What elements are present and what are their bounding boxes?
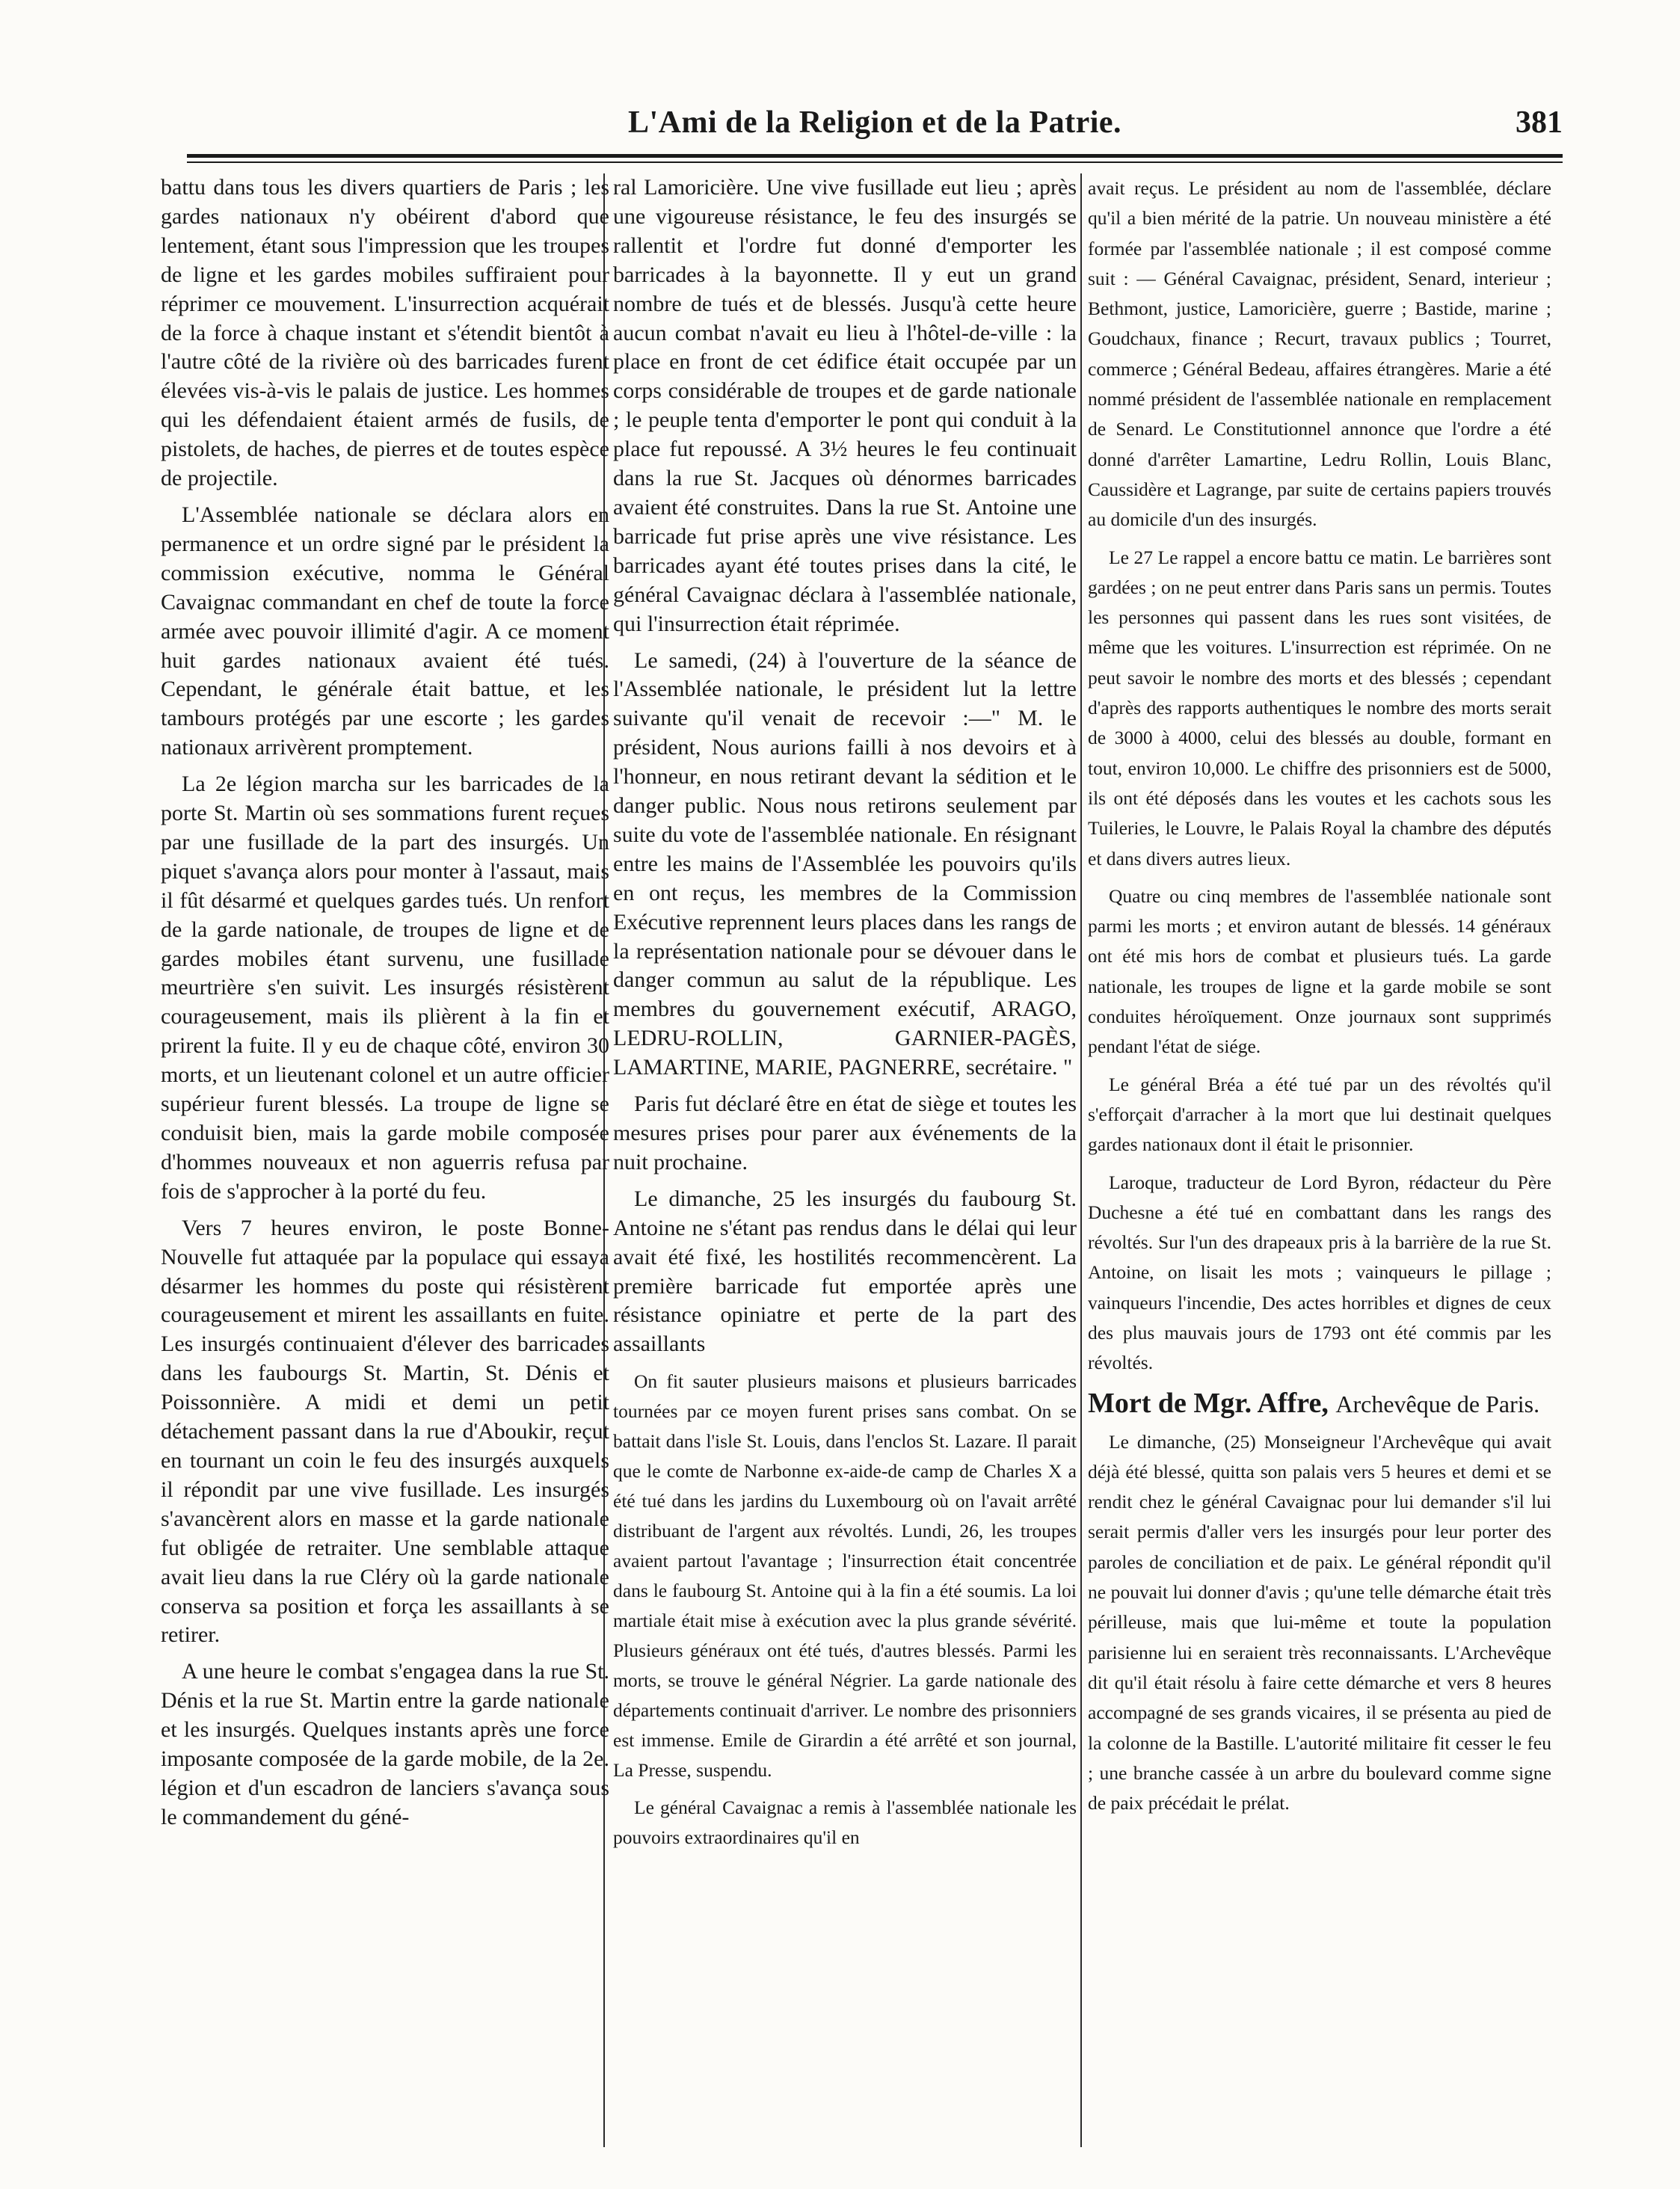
paragraph-small: On fit sauter plusieurs maisons et plusieurs barricades tournées par ce moyen furent prises sans combat. On se battait dans l'isle St. Louis, dans l'enclos St. Lazare. Il parait que le comte de Narbonne ex-aide-de camp de Charles X a été tué dans les jardins du Luxembourg où on l'avait arrêté distribuant de l'argent aux révoltés. Lundi, 26, les troupes avaient partout l'avantage ; l'insurrection était concentrée dans le faubourg St. Antoine qui à la fin a été soumis. La loi martiale était mise à exécution avec la plus grande sévérité. Plusieurs généraux ont été tués, d'autres blessés. Parmi les morts, se trouve le général Négrier. La garde nationale des départements continuait d'arriver. Le nombre des prisonniers est immense. Emile de Girardin a été arrêté et son journal, La Presse, suspendu.	[613, 1370, 1077, 1782]
paragraph: Laroque, traducteur de Lord Byron, rédacteur du Père Duchesne a été tué en combattant dans les rangs des révoltés. Sur l'un des drapeaux pris à la barrière de la rue St. Antoine, on lisait les mots ; vainqueurs le pillage ; vainqueurs l'incendie, Des actes horribles et dignes de ceux des plus mauvais jours de 1793 ont été commis par les révoltés.	[1088, 1171, 1551, 1374]
paragraph: battu dans tous les divers quartiers de Paris ; les gardes nationaux n'y obéirent d'abord que lentement, étant sous l'impression que les troupes de ligne et les gardes mobiles suffiraient pour réprimer ce mouvement. L'insurrection acquérait de la force à chaque instant et s'étendit bientôt à l'autre côté de la rivière où des barricades furent élevées vis-à-vis le palais de justice. Les hommes qui les défendaient étaient armés de fusils, de pistolets, de haches, de pierres et de toutes espèce de projectile.	[161, 175, 609, 491]
section-heading-title: Mort de Mgr. Affre,	[1088, 1387, 1329, 1419]
column-3	[1088, 173, 1551, 2147]
section-heading-subtitle: Archevêque de Paris.	[1335, 1390, 1540, 1417]
page-header	[187, 105, 1563, 150]
header-rule-thin	[187, 161, 1563, 163]
column-1	[161, 173, 609, 2147]
running-title: L'Ami de la Religion et de la Patrie.	[627, 105, 1122, 140]
paragraph: Le général Bréa a été tué par un des révoltés qu'il s'efforçait d'arracher à la mort que lui destinait quelques gardes nationaux dont il était le prisonnier.	[1088, 1073, 1551, 1156]
paragraph-small: Le général Cavaignac a remis à l'assemblée nationale les pouvoirs extraordinaires qu'il en	[613, 1797, 1077, 1849]
paragraph: Le 27 Le rappel a encore battu ce matin. Le barrières sont gardées ; on ne peut entrer dans Paris sans un permis. Toutes les personnes qui passent dans les rues sont visitées, de même que les voitures. L'insurrection est réprimée. On ne peut savoir le nombre des morts et des blessés ; cependant d'après des rapports authentiques le nombre des morts serait de 3000 à 4000, celui des blessés au double, formant en tout, environ 10,000. Le chiffre des prisonniers est de 5000, ils ont été déposés dans les voutes et les cachots sous les Tuileries, le Louvre, le Palais Royal la chambre des députés et dans divers autres lieux.	[1088, 546, 1551, 869]
paragraph: Paris fut déclaré être en état de siège et toutes les mesures prises pour parer aux événements de la nuit prochaine.	[613, 1092, 1077, 1174]
paragraph: avait reçus. Le président au nom de l'assemblée, déclare qu'il a bien mérité de la patrie. Un nouveau ministère a été formée par l'assemblée nationale ; il est composé comme suit : — Général Cavaignac, président, Senard, interieur ; Bethmont, justice, Lamoricière, guerre ; Bastide, marine ; Goudchaux, finance ; Recurt, travaux publics ; Tourret, commerce ; Général Bedeau, affaires étrangères. Marie a été nommé président de l'assemblée nationale en remplacement de Senard. Le Constitutionnel annonce que l'ordre a été donné d'arrêter Lamartine, Ledru Rollin, Louis Blanc, Caussidère et Lagrange, par suite de certains papiers trouvés au domicile d'un des insurgés.	[1088, 177, 1551, 531]
paragraph: A une heure le combat s'engagea dans la rue St. Dénis et la rue St. Martin entre la garde nationale et les insurgés. Quelques instants après une force imposante composée de la garde mobile, de la 2e. légion et d'un escadron de lanciers s'avança sous le commandement du géné-	[161, 1659, 609, 1829]
paragraph: Le samedi, (24) à l'ouverture de la séance de l'Assemblée nationale, le président lut la lettre suivante qu'il venait de recevoir :—" M. le président, Nous aurions failli à nos devoirs et à l'honneur, en nous retirant devant la sédition et le danger public. Nous nous retirons seulement par suite du vote de l'assemblée nationale. En résignant entre les mains de l'Assemblée les pouvoirs qu'ils en ont reçus, les membres de la Commission Exécutive reprennent leurs places dans les rangs de la représentation nationale pour se dévouer dans le danger commun au salut de la république. Les membres du gouvernement exécutif, ARAGO, LEDRU-ROLLIN, GARNIER-PAGÈS, LAMARTINE, MARIE, PAGNERRE, secrétaire. "	[613, 647, 1077, 1080]
header-rule-thick	[187, 154, 1563, 158]
paragraph: Vers 7 heures environ, le poste Bonne-Nouvelle fut attaquée par la populace qui essaya désarmer les hommes du poste qui résistèrent courageusement et mirent les assaillants en fuite. Les insurgés continuaient d'élever des barricades dans les faubourgs St. Martin, St. Dénis et Poissonnière. A midi et demi un petit détachement passant dans la rue d'Aboukir, reçut en tournant un coin le feu des insurgés auxquels il répondit par une vive fusillade. Les insurgés s'avancèrent alors en masse et la garde nationale fut obligée de retraiter. Une semblable attaque avait lieu dans la rue Cléry où la garde nationale conserva sa position et força les assaillants à se retirer.	[161, 1215, 609, 1648]
column-2	[613, 173, 1077, 2147]
section-heading	[1088, 1386, 1551, 1421]
paragraph: ral Lamoricière. Une vive fusillade eut lieu ; après une vigoureuse résistance, le feu des insurgés se rallentit et l'ordre fut donné d'emporter les barricades à la bayonnette. Il y eut un grand nombre de tués et de blessés. Jusqu'à cette heure aucun combat n'avait eu lieu à l'hôtel-de-ville : la place en front de cet édifice était occupée par un corps considérable de troupes et de garde nationale ; le peuple tenta d'emporter le pont qui conduit à la place fut repoussé. A 3½ heures le feu continuait dans la rue St. Jacques où dénormes barricades avaient été construites. Dans la rue St. Antoine une barricade fut prise après une vive résistance. Les barricades ayant été toutes prises dans la cité, le général Cavaignac déclara à l'assemblée nationale, qui l'insurrection était réprimée.	[613, 175, 1077, 636]
column-divider	[1080, 173, 1082, 2147]
paragraph: Le dimanche, (25) Monseigneur l'Archevêque qui avait déjà été blessé, quitta son palais vers 5 heures et demi et se rendit chez le général Cavaignac pour lui demander s'il lui serait permis d'aller vers les insurgés pour leur porter des paroles de conciliation et de paix. Le général répondit qu'il ne pouvait lui donner d'avis ; qu'une telle démarche était très périlleuse, mais que lui-même et toute la population parisienne lui en seraient très reconnaissants. L'Archevêque dit qu'il était résolu à faire cette démarche et vers 8 heures accompagné de ses grands vicaires, il se présenta au pied de la colonne de la Bastille. L'autorité militaire fit cesser le feu ; une branche cassée à un arbre du boulevard comme signe de paix précédait le prélat.	[1088, 1430, 1551, 1814]
paragraph: La 2e légion marcha sur les barricades de la porte St. Martin où ses sommations furent reçues par une fusillade de la part des insurgés. Un piquet s'avança alors pour monter à l'assaut, mais il fût désarmé et quelques gardes tués. Un renfort de la garde nationale, de troupes de ligne et de gardes mobiles étant survenu, une fusillade meurtrière s'en suivit. Les insurgés résistèrent courageusement, mais ils plièrent à la fin et prirent la fuite. Il y eu de chaque côté, environ 30 morts, et un lieutenant colonel et un autre officier supérieur furent blessés. La troupe de ligne se conduisit bien, mais la garde mobile composée d'hommes nouveaux et non aguerris refusa par fois de s'approcher à la porté du feu.	[161, 772, 609, 1204]
paragraph: Le dimanche, 25 les insurgés du faubourg St. Antoine ne s'étant pas rendus dans le délai qui leur avait été fixé, les hostilités recommencèrent. La première barricade fut emportée après une résistance opiniatre et perte de la part des assaillants	[613, 1186, 1077, 1357]
paragraph: L'Assemblée nationale se déclara alors en permanence et un ordre signé par le président la commission exécutive, nomma le Général Cavaignac commandant en chef de toute la force armée avec pouvoir illimité d'agir. A ce moment huit gardes nationaux avaient été tués. Cependant, le générale était battue, et les tambours protégés par une escorte ; les gardes nationaux arrivèrent promptement.	[161, 502, 609, 760]
paragraph: Quatre ou cinq membres de l'assemblée nationale sont parmi les morts ; et environ autant de blessés. 14 généraux ont été mis hors de combat et plusieurs tués. La garde nationale, les troupes de ligne et la garde mobile se sont conduites héroïquement. Onze journaux sont supprimés pendant l'état de siége.	[1088, 884, 1551, 1058]
page-number: 381	[1516, 105, 1563, 140]
